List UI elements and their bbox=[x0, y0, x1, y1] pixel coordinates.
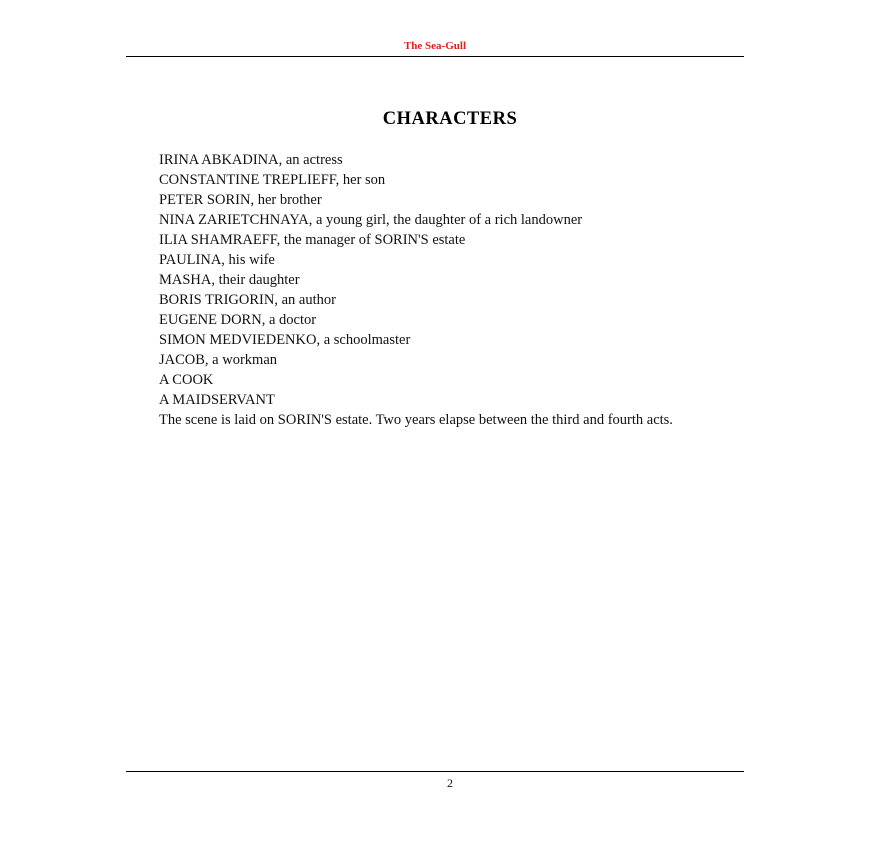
character-entry: JACOB, a workman bbox=[159, 352, 278, 368]
page-title: CHARACTERS bbox=[382, 109, 518, 129]
character-entry: NINA ZARIETCHNAYA, a young girl, the daughter of a rich landowner bbox=[159, 212, 583, 228]
scene-note: The scene is laid on SORIN'S estate. Two years elapse between the third and fourth acts. bbox=[159, 412, 673, 428]
header-divider bbox=[126, 56, 744, 57]
running-header-title: The Sea-Gull bbox=[403, 40, 467, 52]
character-entry: ILIA SHAMRAEFF, the manager of SORIN'S estate bbox=[159, 232, 466, 248]
character-entry: PAULINA, his wife bbox=[159, 252, 275, 268]
page-number: 2 bbox=[447, 776, 453, 790]
character-entry: BORIS TRIGORIN, an author bbox=[159, 292, 336, 308]
character-entry: A COOK bbox=[159, 372, 214, 388]
character-entry: CONSTANTINE TREPLIEFF, her son bbox=[159, 172, 386, 188]
footer-divider bbox=[126, 771, 744, 772]
character-entry: IRINA ABKADINA, an actress bbox=[159, 152, 343, 168]
character-list bbox=[127, 150, 742, 430]
character-entry: EUGENE DORN, a doctor bbox=[159, 312, 317, 328]
character-entry: PETER SORIN, her brother bbox=[159, 192, 322, 208]
character-entry: MASHA, their daughter bbox=[159, 272, 300, 288]
character-entry: A MAIDSERVANT bbox=[159, 392, 275, 408]
character-entry: SIMON MEDVIEDENKO, a schoolmaster bbox=[159, 332, 411, 348]
